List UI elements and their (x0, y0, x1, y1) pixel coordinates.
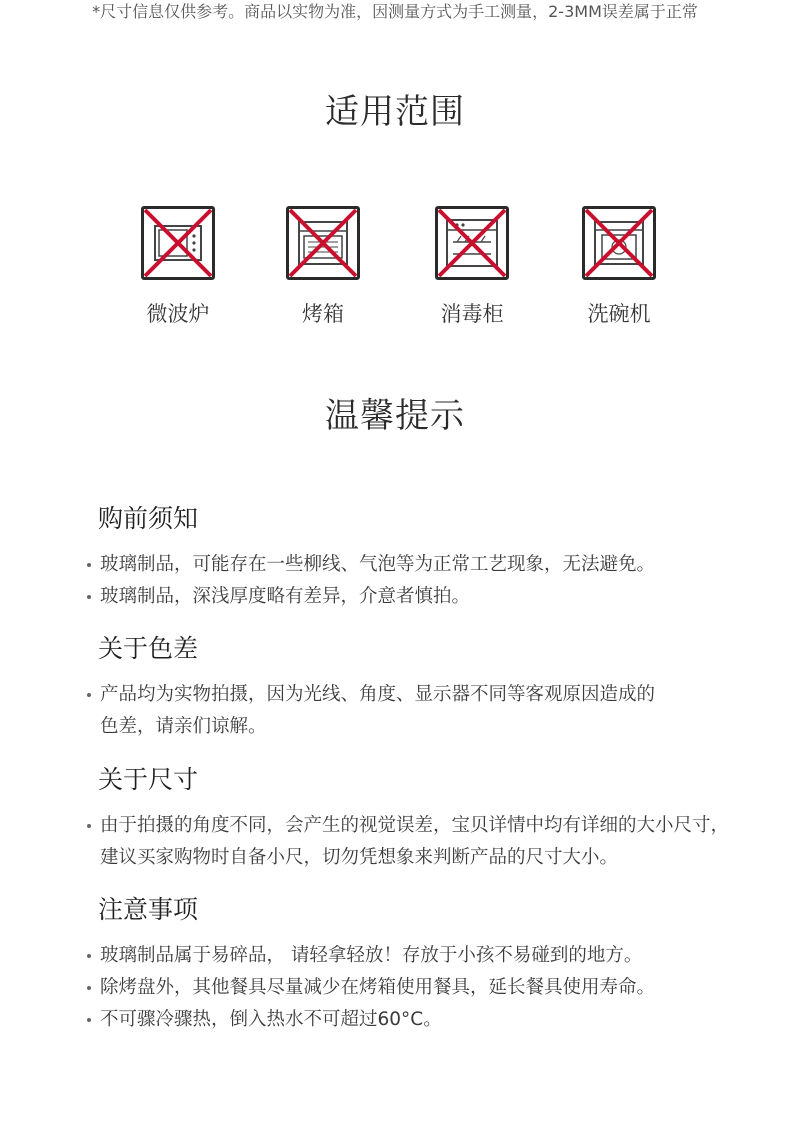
icon-label: 微波炉 (146, 302, 210, 326)
section-heading: 购前须知 (98, 504, 199, 533)
section-heading: 关于色差 (98, 634, 199, 663)
dishwasher-icon (582, 206, 656, 280)
scope-item-sterilizer (412, 206, 532, 328)
list-item: 除烤盘外，其他餐具尽量减少在烤箱使用餐具，延长餐具使用寿命。 (84, 972, 744, 1004)
tips-section-purchase (84, 503, 744, 613)
size-disclaimer-note: *尺寸信息仅供参考。商品以实物为准，因测量方式为手工测量，2-3MM误差属于正常 (92, 2, 698, 21)
tips-section-size (84, 764, 734, 874)
icon-label: 洗碗机 (587, 302, 651, 326)
section-heading: 关于尺寸 (98, 765, 199, 794)
bullet-list (84, 940, 744, 1036)
oven-icon (286, 206, 360, 280)
list-item: 玻璃制品属于易碎品， 请轻拿轻放！存放于小孩不易碰到的地方。 (84, 940, 744, 972)
sterilizer-cabinet-icon (435, 206, 509, 280)
bullet-list (84, 679, 664, 743)
tips-title: 温馨提示 (325, 396, 465, 436)
icon-label: 烤箱 (302, 302, 344, 326)
list-item: 玻璃制品，可能存在一些柳线、气泡等为正常工艺现象，无法避免。 (84, 549, 744, 581)
microwave-icon (141, 206, 215, 280)
scope-item-oven (263, 206, 383, 328)
list-item: 玻璃制品，深浅厚度略有差异，介意者慎拍。 (84, 581, 744, 613)
list-item: 不可骤冷骤热，倒入热水不可超过60°C。 (84, 1004, 744, 1036)
icon-label: 消毒柜 (440, 302, 504, 326)
scope-item-microwave (118, 206, 238, 328)
scope-title: 适用范围 (325, 92, 465, 132)
tips-section-color (84, 633, 664, 743)
scope-item-dishwasher (559, 206, 679, 328)
scope-icon-row (0, 206, 790, 336)
list-item: 产品均为实物拍摄，因为光线、角度、显示器不同等客观原因造成的色差，请亲们谅解。 (84, 679, 664, 743)
bullet-list (84, 810, 734, 874)
section-heading: 注意事项 (98, 895, 199, 924)
bullet-list (84, 549, 744, 613)
tips-section-notes (84, 894, 744, 1036)
list-item: 由于拍摄的角度不同，会产生的视觉误差，宝贝详情中均有详细的大小尺寸，建议买家购物时自备小尺，切勿凭想象来判断产品的尺寸大小。 (84, 810, 734, 874)
